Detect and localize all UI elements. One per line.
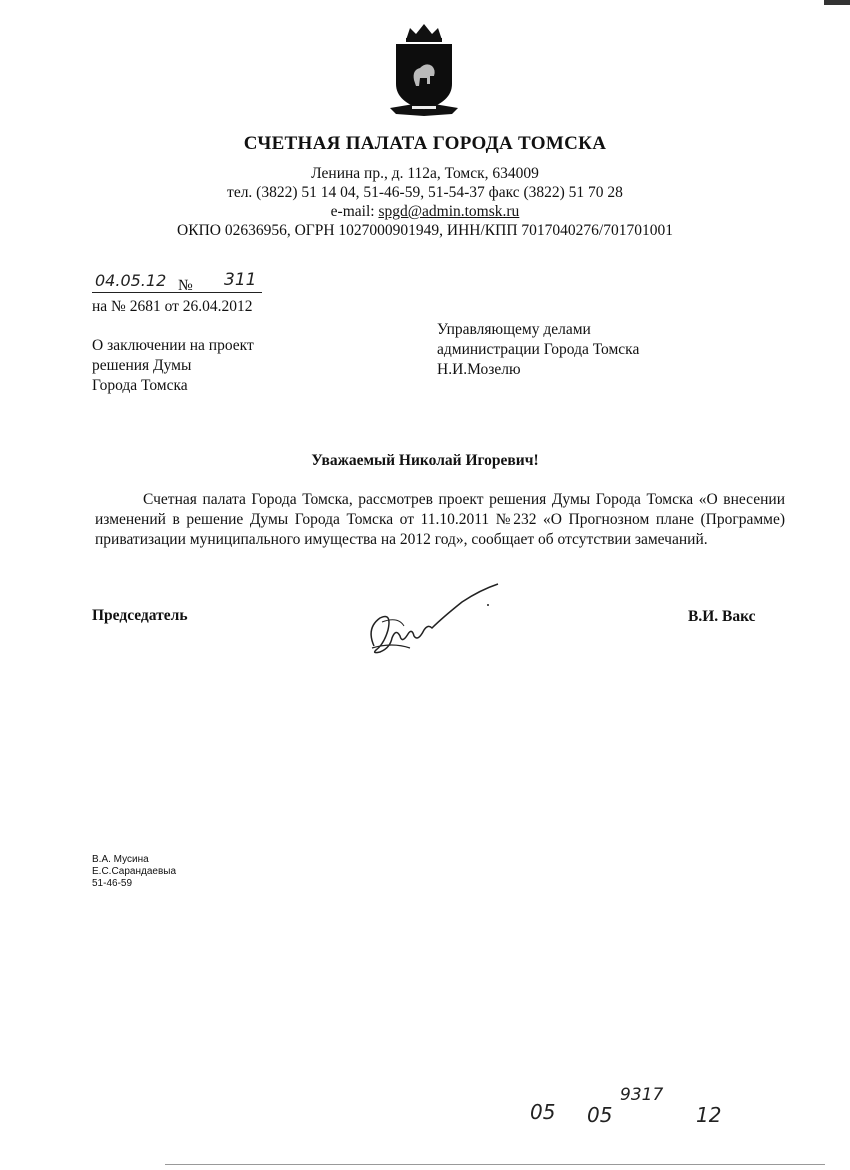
addressee-block	[437, 320, 639, 380]
reference-number-line: на № 2681 от 26.04.2012	[92, 298, 253, 315]
handwritten-outgoing-number: 311	[224, 270, 257, 290]
executor-line-2: Е.С.Сарандаевыа	[92, 866, 177, 877]
executor-phone: 51-46-59	[92, 878, 133, 889]
coat-of-arms-emblem	[384, 18, 464, 118]
organization-name: СЧЕТНАЯ ПАЛАТА ГОРОДА ТОМСКА	[243, 133, 607, 154]
letter-body: Счетная палата Города Томска, рассмотрев проект решения Думы Города Томска «О внесении изменений в решение Думы Города Томска от 11.10.2011 №232 «О Прогнозном плане (Программе) приватизации муниципального имущества на 2012 год», сообщает об отсутствии замечаний.	[95, 491, 785, 548]
addressee-line-1: Управляющему делами	[437, 321, 591, 338]
email-label: e-mail:	[330, 203, 379, 220]
salutation: Уважаемый Николай Игоревич!	[311, 452, 539, 469]
organization-email-line	[0, 203, 850, 221]
executor-line-1: В.А. Мусина	[92, 854, 149, 865]
organization-codes: ОКПО 02636956, ОГРН 1027000901949, ИНН/КПП 7017040276/701701001	[177, 222, 673, 239]
subject-line-1: О заключении на проект	[92, 337, 254, 354]
subject-line-2: решения Думы	[92, 357, 192, 374]
outgoing-number-label: №	[178, 277, 193, 294]
addressee-line-2: администрации Города Томска	[437, 341, 640, 358]
addressee-line-3: Н.И.Мозелю	[437, 361, 521, 378]
signatory-position: Председатель	[92, 607, 188, 624]
incoming-stamp-day: 05	[530, 1100, 556, 1124]
organization-address: Ленина пр., д. 112а, Томск, 634009	[311, 165, 539, 182]
executors-block	[92, 854, 176, 890]
scan-edge-mark	[824, 0, 850, 5]
registration-underline	[92, 292, 262, 293]
incoming-stamp-number: 9317	[620, 1085, 664, 1105]
signatory-name: В.И. Вакс	[688, 608, 756, 625]
handwritten-outgoing-date: 04.05.12	[95, 271, 167, 290]
email-link[interactable]: spgd@admin.tomsk.ru	[378, 203, 520, 220]
subject-line-3: Города Томска	[92, 377, 188, 394]
incoming-stamp-month: 05	[587, 1103, 613, 1127]
scan-bottom-noise	[165, 1164, 825, 1165]
organization-phones: тел. (3822) 51 14 04, 51-46-59, 51-54-37 факс (3822) 51 70 28	[227, 184, 623, 201]
incoming-stamp-year: 12	[696, 1103, 722, 1127]
letter-subject	[92, 336, 254, 396]
handwritten-signature	[362, 578, 512, 663]
